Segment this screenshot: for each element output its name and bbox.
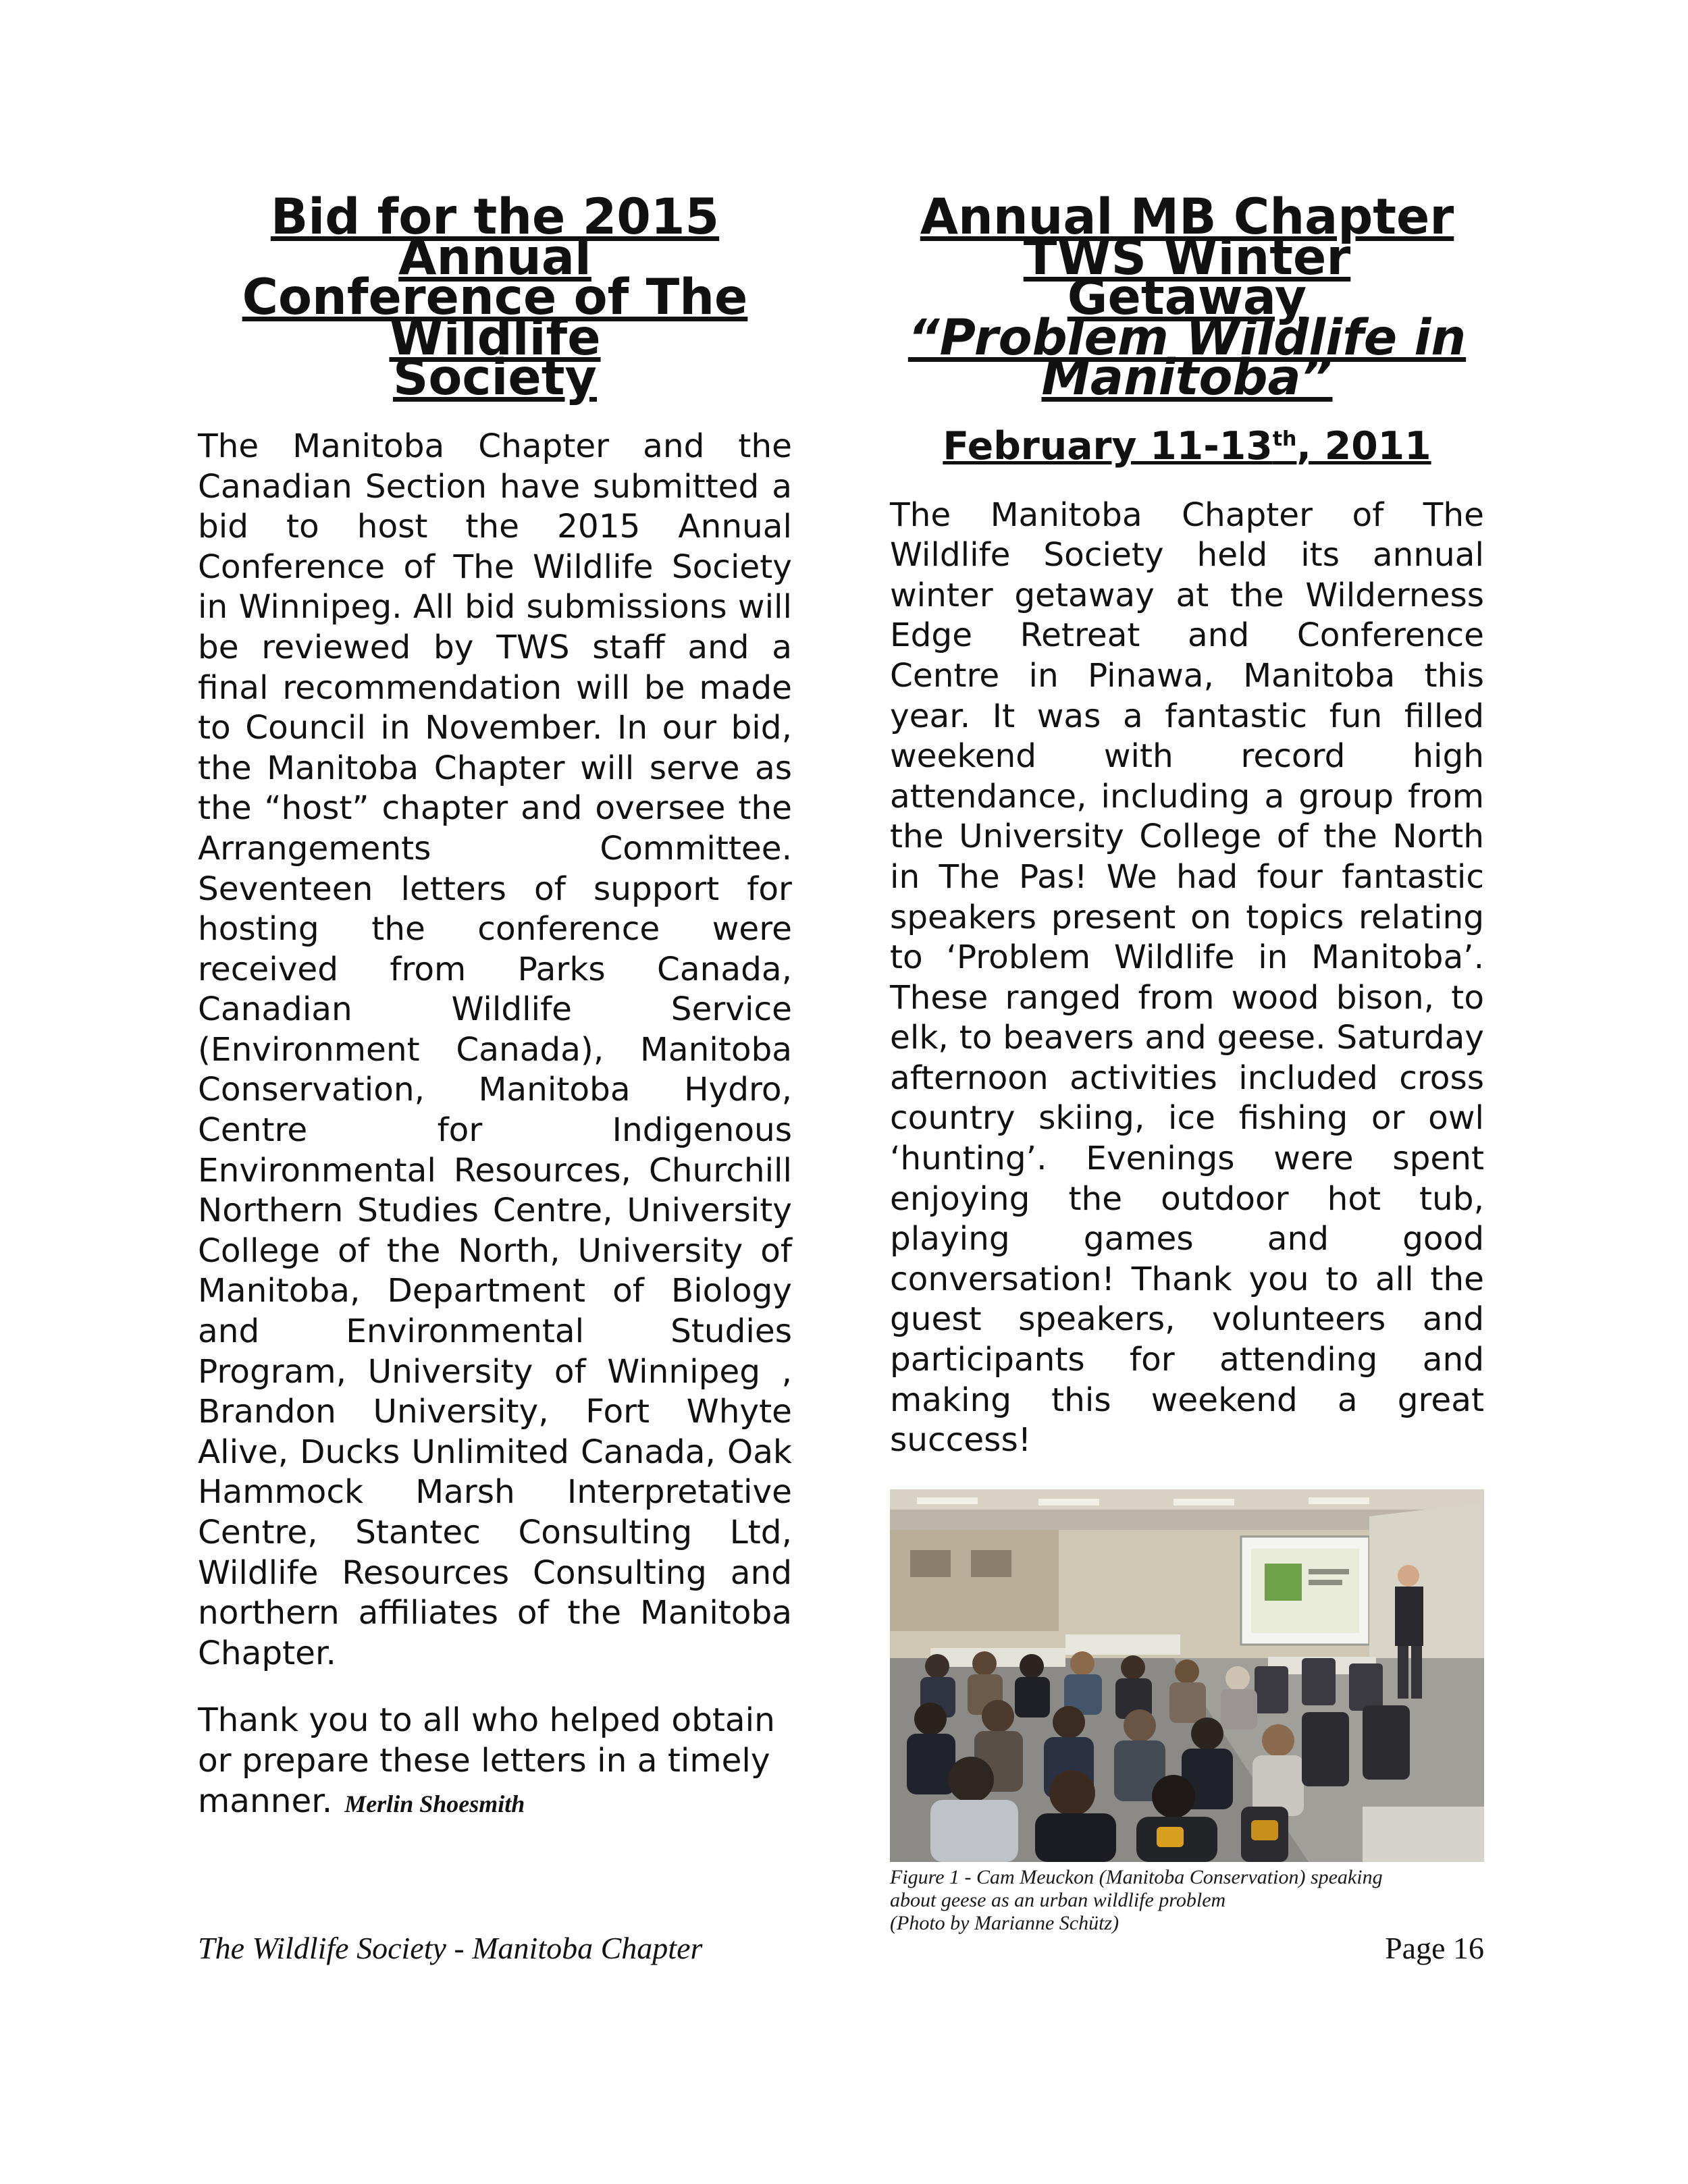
author-signature: Merlin Shoesmith xyxy=(344,1790,525,1817)
caption-line: Figure 1 - Cam Meuckon (Manitoba Conservation) speaking xyxy=(890,1865,1383,1888)
left-column xyxy=(198,188,792,1824)
heading-line: Getaway xyxy=(1067,269,1307,327)
caption-line: about geese as an urban wildlife problem xyxy=(890,1888,1226,1911)
bid-article-body: The Manitoba Chapter and the Canadian Section have submitted a bid to host the 2015 Annual Conference of The Wildlife Society in Winnipeg. All bid submissions will be reviewed by TWS staff and a final recommendation will be made to Council in November. In our bid, the Manitoba Chapter will serve as the “host” chapter and oversee the Arrangements Committee. Seventeen letters of support for hosting the conference were received from Parks Canada, Canadian Wildlife Service (Environment Canada), Manitoba Conservation, Manitoba Hydro, Centre for Indigenous Environmental Resources, Churchill Northern Studies Centre, University College of the North, University of Manitoba, Department of Biology and Environmental Studies Program, University of Winnipeg , Brandon University, Fort Whyte Alive, Ducks Unlimited Canada, Oak Hammock Marsh Interpretative Centre, Stantec Consulting Ltd, Wildlife Resources Consulting and northern affiliates of the Manitoba Chapter. xyxy=(198,427,792,1672)
date-superscript: th xyxy=(1272,427,1297,452)
right-column xyxy=(890,188,1484,1935)
page-number: Page 16 xyxy=(1385,1931,1484,1965)
heading-line: Society xyxy=(393,349,597,407)
heading-line: Bid for the 2015 Annual xyxy=(270,188,720,286)
footer-publication-title: The Wildlife Society - Manitoba Chapter xyxy=(198,1931,703,1965)
getaway-article-heading xyxy=(890,188,1484,407)
caption-line: (Photo by Marianne Schütz) xyxy=(890,1911,1119,1934)
bid-article-thanks xyxy=(198,1701,792,1824)
heading-subtitle: “Problem Wildlife in Manitoba” xyxy=(907,309,1467,407)
heading-line: Annual MB Chapter TWS Winter xyxy=(920,188,1454,286)
photo-caption xyxy=(890,1866,1484,1935)
event-date-heading xyxy=(890,423,1484,469)
thanks-text: Thank you to all who helped obtain or prepare these letters in a timely manner. xyxy=(198,1701,775,1820)
photo-illustration xyxy=(890,1489,1484,1862)
bid-article-heading xyxy=(198,188,792,407)
date-prefix: February 11-13 xyxy=(943,423,1273,469)
event-photo xyxy=(890,1489,1484,1862)
getaway-article-body: The Manitoba Chapter of The Wildlife Society held its annual winter getaway at the Wilderness Edge Retreat and Conference Centre in Pinawa, Manitoba this year. It was a fantastic fun filled weekend with record high attendance, including a group from the University College of the North in The Pas! We had four fantastic speakers present on topics relating to ‘Problem Wildlife in Manitoba’. These ranged from wood bison, to elk, to beavers and geese. Saturday afternoon activities included cross country skiing, ice fishing or owl ‘hunting’. Evenings were spent enjoying the outdoor hot tub, playing games and good conversation! Thank you to all the guest speakers, volunteers and participants for attending and making this weekend a great success! xyxy=(890,496,1484,1460)
date-suffix: , 2011 xyxy=(1296,423,1431,469)
heading-line: Conference of The Wildlife xyxy=(242,269,748,367)
